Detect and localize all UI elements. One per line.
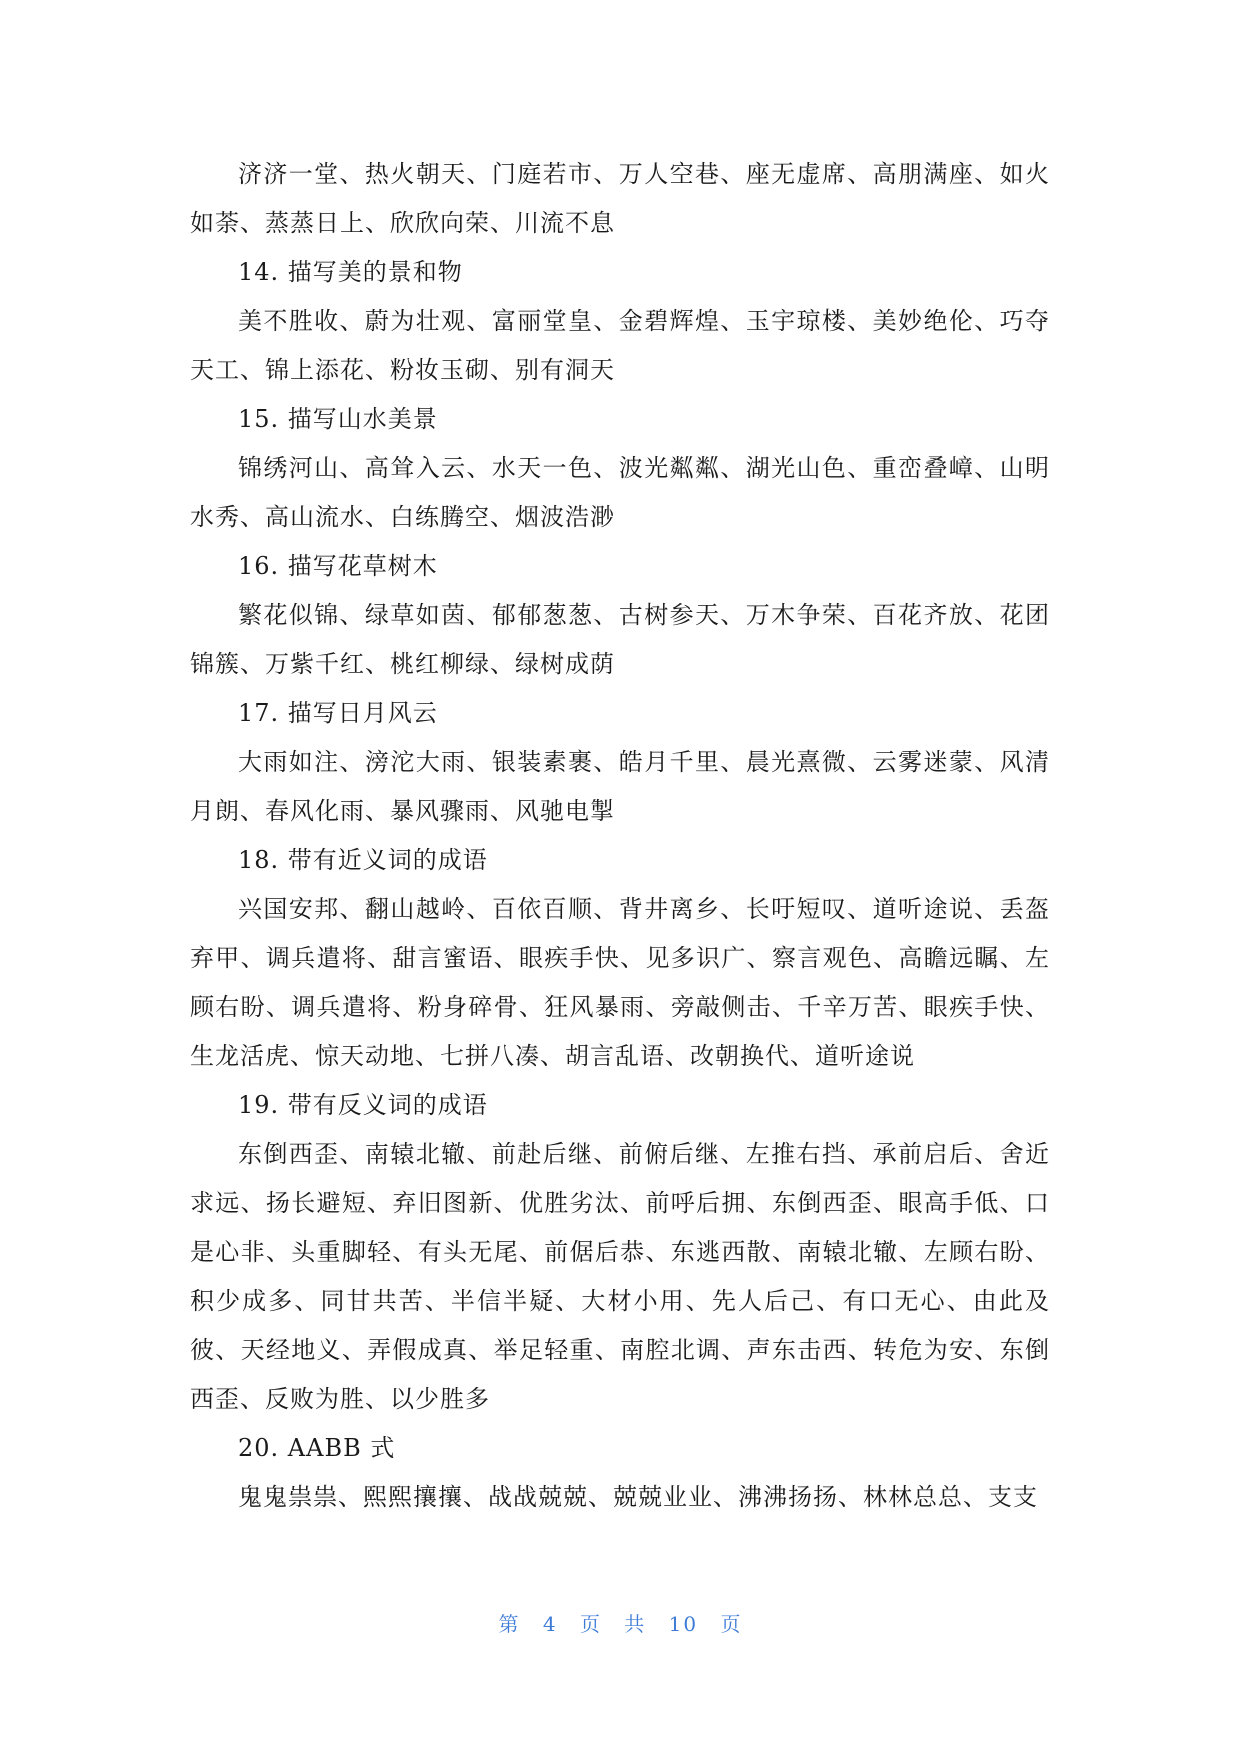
section-heading: 14. 描写美的景和物 [238,258,463,286]
paragraph: 济济一堂、热火朝天、门庭若市、万人空巷、座无虚席、高朋满座、如火如荼、蒸蒸日上、欣欣向荣、川流不息 [190,160,1050,237]
section-heading: 15. 描写山水美景 [238,405,438,433]
paragraph: 兴国安邦、翻山越岭、百依百顺、背井离乡、长吁短叹、道听途说、丢盔弃甲、调兵遣将、甜言蜜语、眼疾手快、见多识广、察言观色、高瞻远瞩、左顾右盼、调兵遣将、粉身碎骨、狂风暴雨、旁敲侧击、千辛万苦、眼疾手快、生龙活虎、惊天动地、七拼八凑、胡言乱语、改朝换代、道听途说 [190,895,1050,1070]
paragraph: 繁花似锦、绿草如茵、郁郁葱葱、古树参天、万木争荣、百花齐放、花团锦簇、万紫千红、桃红柳绿、绿树成荫 [190,601,1050,678]
paragraph: 大雨如注、滂沱大雨、银装素裹、皓月千里、晨光熹微、云雾迷蒙、风清月朗、春风化雨、暴风骤雨、风驰电掣 [190,748,1050,825]
paragraph: 美不胜收、蔚为壮观、富丽堂皇、金碧辉煌、玉宇琼楼、美妙绝伦、巧夺天工、锦上添花、粉妆玉砌、别有洞天 [190,307,1050,384]
section-heading: 17. 描写日月风云 [238,699,438,727]
page-number-footer: 第 4 页 共 10 页 [498,1612,743,1636]
section-heading: 19. 带有反义词的成语 [238,1091,488,1119]
paragraph: 鬼鬼祟祟、熙熙攘攘、战战兢兢、兢兢业业、沸沸扬扬、林林总总、支支 [238,1483,1038,1511]
document-body [190,150,1050,1522]
section-heading: 16. 描写花草树木 [238,552,438,580]
paragraph: 锦绣河山、高耸入云、水天一色、波光粼粼、湖光山色、重峦叠嶂、山明水秀、高山流水、白练腾空、烟波浩渺 [190,454,1050,531]
paragraph: 东倒西歪、南辕北辙、前赴后继、前俯后继、左推右挡、承前启后、舍近求远、扬长避短、弃旧图新、优胜劣汰、前呼后拥、东倒西歪、眼高手低、口是心非、头重脚轻、有头无尾、前倨后恭、东逃西散、南辕北辙、左顾右盼、积少成多、同甘共苦、半信半疑、大材小用、先人后己、有口无心、由此及彼、天经地义、弄假成真、举足轻重、南腔北调、声东击西、转危为安、东倒西歪、反败为胜、以少胜多 [190,1140,1050,1413]
section-heading: 18. 带有近义词的成语 [238,846,488,874]
section-heading: 20. AABB 式 [238,1434,396,1462]
